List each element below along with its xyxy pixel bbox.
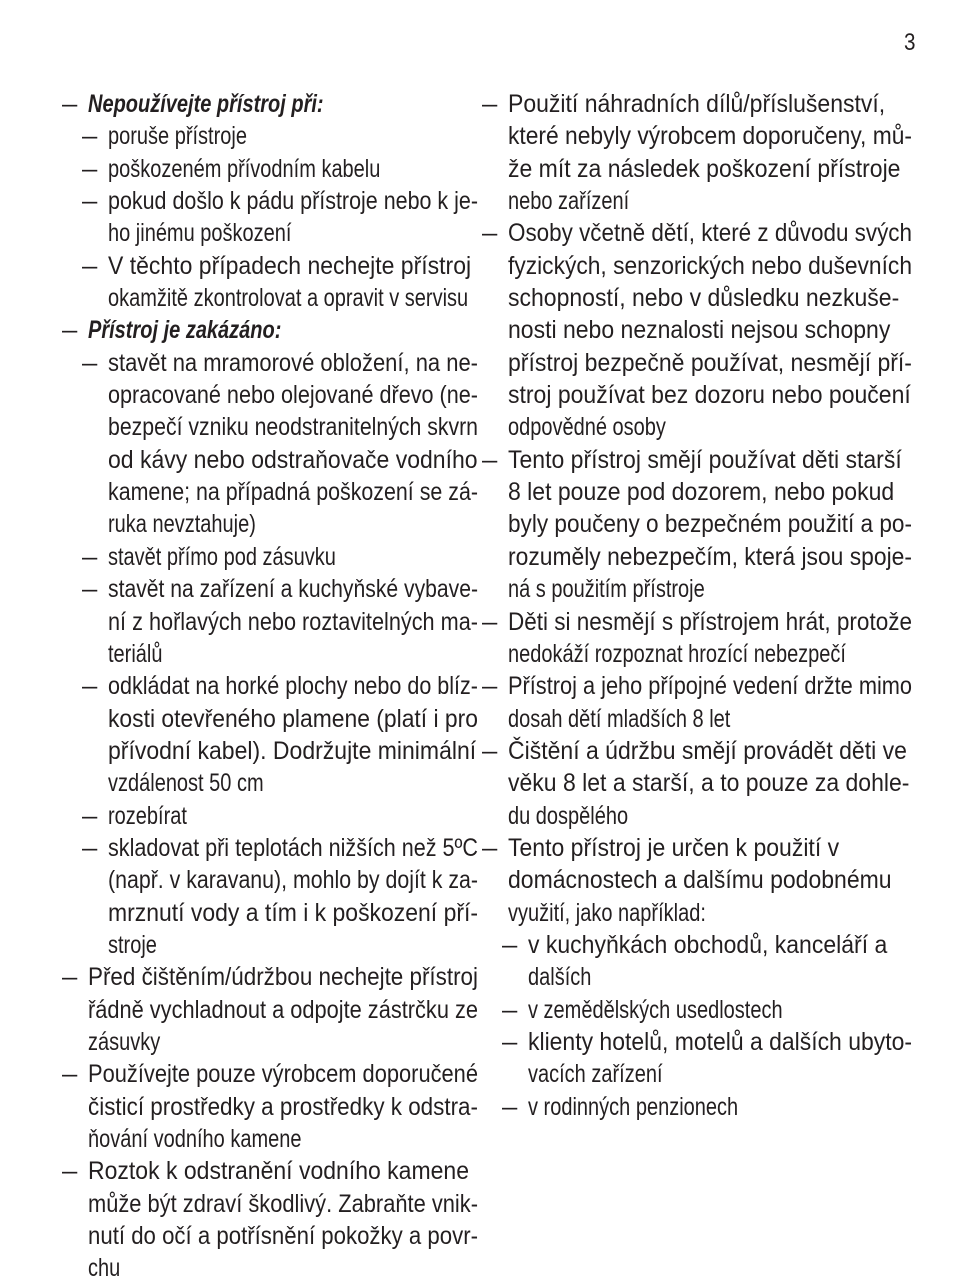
line-text: může být zdraví škodlivý. Zabraňte vnik- [88, 1189, 478, 1218]
list-dash: – [482, 607, 498, 636]
line-text: okamžitě zkontrolovat a opravit v servisu [108, 284, 469, 313]
line-text: schopností, nebo v důsledku nezkuše- [508, 284, 900, 313]
text-line [482, 994, 912, 1026]
text-line [482, 670, 912, 702]
list-dash: – [482, 445, 498, 474]
line-text: ruka nevztahuje) [108, 510, 256, 539]
list-dash: – [82, 575, 98, 604]
list-dash: – [482, 736, 498, 765]
list-dash: – [82, 154, 98, 183]
line-text: Roztok k odstranění vodního kamene [88, 1157, 470, 1186]
text-line [62, 1252, 478, 1284]
line-text: skladovat při teplotách nižších než 5ºC [108, 833, 479, 862]
list-dash: – [82, 251, 98, 280]
text-line [62, 476, 478, 508]
text-line [62, 1058, 478, 1090]
line-text: přístroj bezpečně používat, nesmějí pří- [508, 348, 912, 377]
text-line [482, 961, 912, 993]
text-line [62, 541, 478, 573]
list-dash: – [482, 90, 498, 118]
text-line [62, 1026, 478, 1058]
text-line [482, 476, 912, 508]
line-text: kosti otevřeného plamene (platí i pro [108, 704, 478, 733]
text-line [62, 800, 478, 832]
line-text: klienty hotelů, motelů a dalších ubyto- [528, 1027, 912, 1056]
line-text: poškozeném přívodním kabelu [108, 154, 381, 183]
text-line [482, 153, 912, 185]
text-line [62, 897, 478, 929]
text-line [482, 767, 912, 799]
line-text: rozuměly nebezpečím, která jsou spoje- [508, 542, 913, 571]
text-line [62, 444, 478, 476]
text-line [482, 1026, 912, 1058]
text-line [62, 994, 478, 1026]
list-dash: – [82, 348, 98, 377]
line-text: ná s použitím přístroje [508, 575, 705, 604]
line-text: odpovědné osoby [508, 413, 666, 442]
list-dash: – [62, 1060, 78, 1089]
line-text: Tento přístroj je určen k použití v [508, 833, 840, 862]
line-text: domácnostech a dalšímu podobnému [508, 866, 892, 895]
list-dash: – [82, 801, 98, 830]
line-text: bezpečí vzniku neodstranitelných skvrn [108, 413, 479, 442]
list-dash: – [482, 833, 498, 862]
left-column [62, 88, 478, 1285]
text-line [482, 217, 912, 249]
text-line [482, 541, 912, 573]
line-text: Přístroj je zakázáno: [88, 316, 282, 345]
line-text: Používejte pouze výrobcem doporučené [88, 1060, 478, 1089]
line-text: (např. v karavanu), mohlo by dojít k za- [108, 866, 479, 895]
line-text: Před čištěním/údržbou nechejte přístroj [88, 963, 479, 992]
list-dash: – [62, 1157, 78, 1186]
line-text: V těchto případech nechejte přístroj [108, 251, 472, 280]
line-text: Nepoužívejte přístroj při: [88, 90, 324, 118]
line-text: 8 let pouze pod dozorem, nebo pokud [508, 478, 895, 507]
text-line [482, 703, 912, 735]
text-line [482, 250, 912, 282]
line-text: dalších [528, 963, 592, 992]
text-line [482, 800, 912, 832]
line-text: du dospělého [508, 801, 629, 830]
list-dash: – [82, 542, 98, 571]
text-line [62, 1188, 478, 1220]
text-line [482, 864, 912, 896]
line-text: využití, jako například: [508, 898, 706, 927]
text-line [62, 735, 478, 767]
text-line [62, 217, 478, 249]
text-line [62, 185, 478, 217]
line-text: řádně vychladnout a odpojte zástrčku ze [88, 995, 478, 1024]
line-text: zásuvky [88, 1027, 161, 1056]
text-line [62, 411, 478, 443]
list-dash: – [82, 122, 98, 151]
text-line [62, 1091, 478, 1123]
text-line [482, 347, 912, 379]
text-line [62, 508, 478, 540]
line-text: Osoby včetně dětí, které z důvodu svých [508, 219, 912, 248]
section-heading [62, 314, 478, 346]
line-text: které nebyly výrobcem doporučeny, mů- [508, 122, 913, 151]
line-text: v kuchyňkách obchodů, kanceláří a [528, 930, 888, 959]
line-text: odkládat na horké plochy nebo do blíz- [108, 672, 478, 701]
text-line [62, 606, 478, 638]
text-line [62, 703, 478, 735]
text-line [482, 379, 912, 411]
list-dash: – [82, 672, 98, 701]
line-text: nosti nebo neznalosti nejsou schopny [508, 316, 891, 345]
line-text: v zemědělských usedlostech [528, 995, 783, 1024]
line-text: věku 8 let a starší, a to pouze za dohle- [508, 769, 910, 798]
list-dash: – [62, 90, 78, 118]
line-text: chu [88, 1254, 121, 1283]
text-line [482, 929, 912, 961]
line-text: nebo zařízení [508, 187, 630, 216]
line-text: byly poučeny o bezpečném použití a po- [508, 510, 913, 539]
text-line [62, 120, 478, 152]
line-text: přívodní kabel). Dodržujte minimální [108, 736, 477, 765]
line-text: ňování vodního kamene [88, 1125, 302, 1153]
text-line [62, 961, 478, 993]
text-line [62, 1155, 478, 1187]
line-text: teriálů [108, 639, 163, 668]
line-text: čisticí prostředky a prostředky k odstra- [88, 1092, 478, 1121]
line-text: stavět přímo pod zásuvku [108, 542, 336, 571]
text-line [482, 88, 912, 120]
text-line [482, 314, 912, 346]
line-text: nutí do očí a potřísnění pokožky a povr- [88, 1222, 479, 1251]
line-text: vacích zařízení [528, 1060, 663, 1089]
text-line [482, 606, 912, 638]
line-text: kamene; na případná poškození se zá- [108, 478, 478, 507]
line-text: dosah dětí mladších 8 let [508, 704, 731, 733]
line-text: ho jinému poškození [108, 219, 292, 248]
section-heading [62, 88, 478, 120]
line-text: mrznutí vody a tím i k poškození pří- [108, 898, 479, 927]
text-line [482, 1091, 912, 1123]
text-line [482, 185, 912, 217]
text-line [62, 929, 478, 961]
text-line [482, 638, 912, 670]
line-text: rozebírat [108, 801, 187, 830]
list-dash: – [82, 187, 98, 216]
line-text: stroje [108, 930, 157, 959]
line-text: nedokáží rozpoznat hrozící nebezpečí [508, 639, 846, 668]
list-dash: – [482, 672, 498, 701]
text-line [62, 250, 478, 282]
text-line [62, 379, 478, 411]
line-text: Děti si nesmějí s přístrojem hrát, protože [508, 607, 912, 636]
text-line [482, 1058, 912, 1090]
text-line [482, 120, 912, 152]
text-line [62, 638, 478, 670]
text-line [482, 735, 912, 767]
text-line [482, 508, 912, 540]
line-text: Tento přístroj smějí používat děti starší [508, 445, 902, 474]
text-line [62, 1123, 478, 1155]
text-line [62, 832, 478, 864]
text-line [482, 444, 912, 476]
text-line [482, 832, 912, 864]
page-number: 3 [904, 29, 916, 56]
text-line [62, 864, 478, 896]
line-text: poruše přístroje [108, 122, 247, 151]
line-text: fyzických, senzorických nebo duševních [508, 251, 912, 280]
line-text: vzdálenost 50 cm [108, 769, 264, 798]
text-line [62, 573, 478, 605]
list-dash: – [62, 963, 78, 992]
line-text: opracované nebo olejované dřevo (ne- [108, 381, 478, 410]
line-text: od kávy nebo odstraňovače vodního [108, 445, 478, 474]
line-text: pokud došlo k pádu přístroje nebo k je- [108, 187, 478, 216]
line-text: stroj používat bez dozoru nebo poučení [508, 381, 911, 410]
line-text: Čištění a údržbu smějí provádět děti ve [508, 736, 907, 765]
list-dash: – [502, 1092, 518, 1121]
line-text: že mít za následek poškození přístroje [508, 154, 901, 183]
text-line [62, 153, 478, 185]
line-text: v rodinných penzionech [528, 1092, 739, 1121]
list-dash: – [482, 219, 498, 248]
line-text: stavět na mramorové obložení, na ne- [108, 348, 478, 377]
text-line [482, 411, 912, 443]
list-dash: – [62, 316, 78, 345]
text-line [482, 897, 912, 929]
list-dash: – [502, 1027, 518, 1056]
list-dash: – [82, 833, 98, 862]
text-line [482, 573, 912, 605]
text-line [62, 1220, 478, 1252]
list-dash: – [502, 930, 518, 959]
line-text: ní z hořlavých nebo roztavitelných ma- [108, 607, 478, 636]
text-line [62, 282, 478, 314]
line-text: Přístroj a jeho přípojné vedení držte mimo [508, 672, 913, 701]
list-dash: – [502, 995, 518, 1024]
text-line [482, 282, 912, 314]
line-text: stavět na zařízení a kuchyňské vybave- [108, 575, 479, 604]
text-line [62, 347, 478, 379]
line-text: Použití náhradních dílů/příslušenství, [508, 90, 886, 118]
text-line [62, 670, 478, 702]
right-column [482, 88, 912, 1123]
text-line [62, 767, 478, 799]
